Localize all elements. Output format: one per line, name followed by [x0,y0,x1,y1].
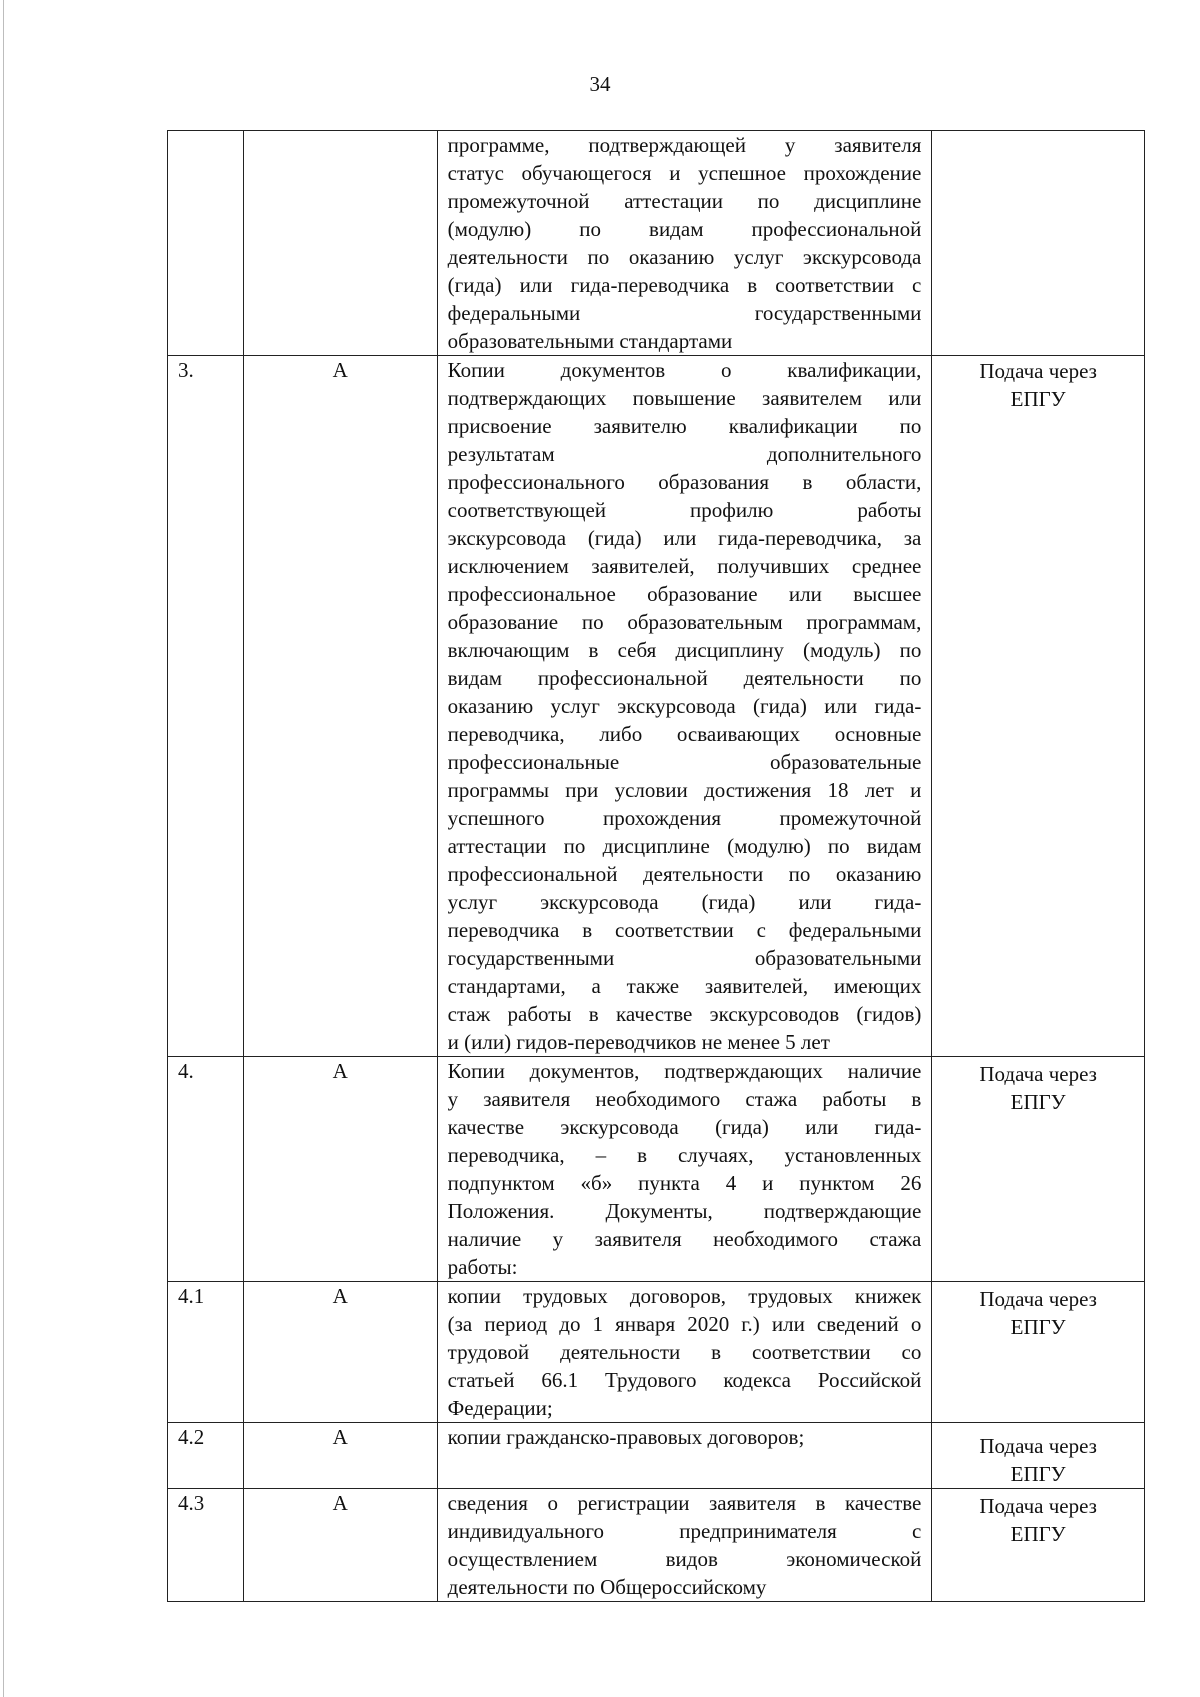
documents-table-body [168,131,1145,1602]
description-line: работы: [447,1255,518,1279]
description-line: профессиональное образование или высшее [447,582,922,606]
description-line: профессиональной деятельности по оказанию [447,862,922,886]
table-row [168,1489,1145,1602]
row-code: А [243,1489,437,1602]
description-line: трудовой деятельности в соответствии со [447,1340,922,1364]
row-code [243,131,437,356]
description-line: федеральными государственными [447,301,922,325]
document-description [437,1423,932,1489]
submission-method-line: ЕПГУ [1010,1522,1066,1546]
document-description [437,1057,932,1282]
table-row [168,1057,1145,1282]
description-line: исключением заявителей, получивших среднее [447,554,922,578]
table-row [168,356,1145,1057]
document-description [437,356,932,1057]
description-line: программе, подтверждающей у заявителя [447,133,922,157]
row-number: 3. [168,356,244,1057]
table-row [168,1282,1145,1423]
description-line: и (или) гидов-переводчиков не менее 5 лет [447,1030,830,1054]
description-line: стаж работы в качестве экскурсоводов (гидов) [447,1002,922,1026]
description-line: государственными образовательными [447,946,922,970]
description-line: услуг экскурсовода (гида) или гида- [447,890,922,914]
description-line: присвоение заявителю квалификации по [447,414,922,438]
description-line: (модулю) по видам профессиональной [447,217,922,241]
description-line: (гида) или гида-переводчика в соответствии с [447,273,922,297]
description-line: индивидуального предпринимателя с [447,1519,922,1543]
description-line: переводчика, либо осваивающих основные [447,722,922,746]
description-line: профессионального образования в области, [447,470,922,494]
scan-left-edge [3,0,4,1697]
submission-method [932,1489,1145,1602]
description-line: аттестации по дисциплине (модулю) по видам [447,834,922,858]
row-number: 4. [168,1057,244,1282]
row-number: 4.2 [168,1423,244,1489]
description-line: осуществлением видов экономической [447,1547,922,1571]
description-line: наличие у заявителя необходимого стажа [447,1227,922,1251]
description-line: переводчика, – в случаях, установленных [447,1143,922,1167]
description-line: копии трудовых договоров, трудовых книжек [447,1284,922,1308]
description-line: образование по образовательным программам, [447,610,922,634]
submission-method-line: Подача через [979,1287,1097,1311]
description-line: экскурсовода (гида) или гида-переводчика, за [447,526,922,550]
submission-method-line: ЕПГУ [1010,387,1066,411]
description-line: включающим в себя дисциплину (модуль) по [447,638,922,662]
document-description [437,1282,932,1423]
description-line: программы при условии достижения 18 лет и [447,778,922,802]
description-line: оказанию услуг экскурсовода (гида) или гида- [447,694,922,718]
submission-method-line: Подача через [979,1434,1097,1458]
description-line: Копии документов о квалификации, [447,358,922,382]
row-code: А [243,1423,437,1489]
description-line: качестве экскурсовода (гида) или гида- [447,1115,922,1139]
submission-method [932,1282,1145,1423]
description-line: статьей 66.1 Трудового кодекса Российской [447,1368,922,1392]
table-row [168,131,1145,356]
description-line: Федерации; [447,1396,553,1420]
description-line: профессиональные образовательные [447,750,922,774]
row-number [168,131,244,356]
description-line: переводчика в соответствии с федеральными [447,918,922,942]
row-code: А [243,1057,437,1282]
description-line: Копии документов, подтверждающих наличие [447,1059,922,1083]
description-line: соответствующей профилю работы [447,498,922,522]
description-line: (за период до 1 января 2020 г.) или сведений о [447,1312,922,1336]
description-line: успешного прохождения промежуточной [447,806,922,830]
submission-method-line: Подача через [979,1494,1097,1518]
submission-method [932,1057,1145,1282]
row-code: А [243,356,437,1057]
description-line: деятельности по оказанию услуг экскурсовода [447,245,922,269]
submission-method-line: Подача через [979,359,1097,383]
description-line: подтверждающих повышение заявителем или [447,386,922,410]
description-line: промежуточной аттестации по дисциплине [447,189,922,213]
documents-table [167,130,1145,1602]
submission-method [932,356,1145,1057]
description-line: сведения о регистрации заявителя в качестве [447,1491,922,1515]
page-number: 34 [589,72,611,96]
description-line: у заявителя необходимого стажа работы в [447,1087,922,1111]
row-number: 4.1 [168,1282,244,1423]
description-line: видам профессиональной деятельности по [447,666,922,690]
submission-method-line: ЕПГУ [1010,1090,1066,1114]
document-description [437,1489,932,1602]
submission-method-line: Подача через [979,1062,1097,1086]
description-line: стандартами, а также заявителей, имеющих [447,974,922,998]
submission-method-line: ЕПГУ [1010,1462,1066,1486]
submission-method-line: ЕПГУ [1010,1315,1066,1339]
row-number: 4.3 [168,1489,244,1602]
description-line: образовательными стандартами [447,329,733,353]
description-line: результатам дополнительного [447,442,922,466]
submission-method [932,131,1145,356]
description-line: подпунктом «б» пункта 4 и пунктом 26 [447,1171,922,1195]
description-line: статус обучающегося и успешное прохождение [447,161,922,185]
table-row [168,1423,1145,1489]
description-line: деятельности по Общероссийскому [447,1575,767,1599]
row-code: А [243,1282,437,1423]
description-line: копии гражданско-правовых договоров; [447,1425,805,1449]
description-line: Положения. Документы, подтверждающие [447,1199,922,1223]
document-description [437,131,932,356]
submission-method [932,1423,1145,1489]
